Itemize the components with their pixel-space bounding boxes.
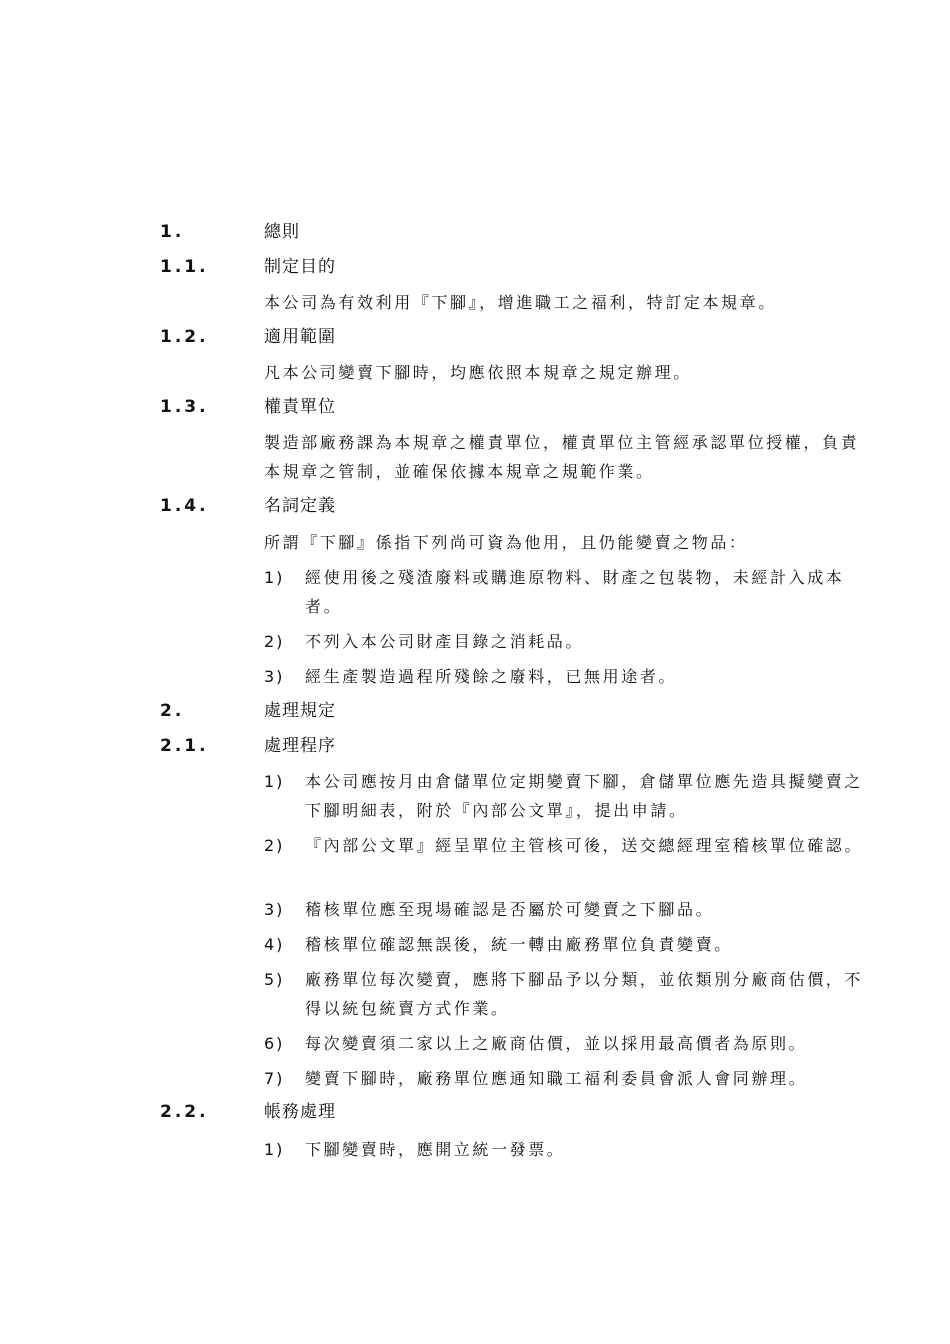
list-item-marker: 6) (264, 1034, 285, 1053)
section-number: 1.2. (160, 327, 209, 347)
section-number: 2.2. (160, 1102, 209, 1122)
list-item: 本公司應按月由倉儲單位定期變賣下腳，倉儲單位應先造具擬變賣之下腳明細表，附於『內部公文單』，提出申請。 (305, 772, 864, 820)
list-item-marker: 1) (264, 568, 285, 587)
list-item: 下腳變賣時，應開立統一發票。 (305, 1140, 566, 1159)
list-item-marker: 5) (264, 970, 285, 989)
list-item: 不列入本公司財產目錄之消耗品。 (305, 632, 585, 651)
list-item-marker: 7) (264, 1069, 285, 1088)
list-item: 變賣下腳時，廠務單位應通知職工福利委員會派人會同辦理。 (305, 1069, 808, 1088)
section-heading: 制定目的 (264, 257, 336, 277)
section-number: 1. (160, 222, 185, 242)
list-item-marker: 1) (264, 1140, 285, 1159)
list-item-marker: 2) (264, 836, 285, 855)
list-item: 經使用後之殘渣廢料或購進原物料、財產之包裝物，未經計入成本者。 (305, 568, 845, 616)
list-item-marker: 3) (264, 667, 285, 686)
section-paragraph: 本公司為有效利用『下腳』，增進職工之福利，特訂定本規章。 (264, 293, 777, 312)
list-item: 『內部公文單』經呈單位主管核可後，送交總經理室稽核單位確認。 (305, 836, 864, 855)
list-item-marker: 4) (264, 935, 285, 954)
list-item: 每次變賣須二家以上之廠商估價，並以採用最高價者為原則。 (305, 1034, 808, 1053)
section-paragraph: 製造部廠務課為本規章之權責單位，權責單位主管經承認單位授權，負責本規章之管制，並確保依據本規章之規範作業。 (264, 433, 860, 481)
list-item: 經生產製造過程所殘餘之廢料，已無用途者。 (305, 667, 678, 686)
section-paragraph: 所謂『下腳』係指下列尚可資為他用，且仍能變賣之物品： (264, 533, 748, 552)
section-number: 1.3. (160, 397, 209, 417)
section-heading: 處理規定 (264, 701, 336, 721)
section-heading: 名詞定義 (264, 496, 336, 516)
section-number: 2. (160, 701, 185, 721)
section-heading: 總則 (264, 222, 300, 242)
section-heading: 權責單位 (264, 397, 336, 417)
section-heading: 帳務處理 (264, 1102, 336, 1122)
list-item: 稽核單位確認無誤後，統一轉由廠務單位負責變賣。 (305, 935, 733, 954)
list-item-marker: 3) (264, 900, 285, 919)
list-item: 稽核單位應至現場確認是否屬於可變賣之下腳品。 (305, 900, 715, 919)
list-item: 廠務單位每次變賣，應將下腳品予以分類，並依類別分廠商估價，不得以統包統賣方式作業。 (305, 970, 864, 1018)
section-number: 1.1. (160, 257, 209, 277)
list-item-marker: 2) (264, 632, 285, 651)
section-paragraph: 凡本公司變賣下腳時，均應依照本規章之規定辦理。 (264, 363, 692, 382)
section-heading: 處理程序 (264, 736, 336, 756)
section-heading: 適用範圍 (264, 327, 336, 347)
section-number: 1.4. (160, 496, 209, 516)
list-item-marker: 1) (264, 772, 285, 791)
section-number: 2.1. (160, 736, 209, 756)
